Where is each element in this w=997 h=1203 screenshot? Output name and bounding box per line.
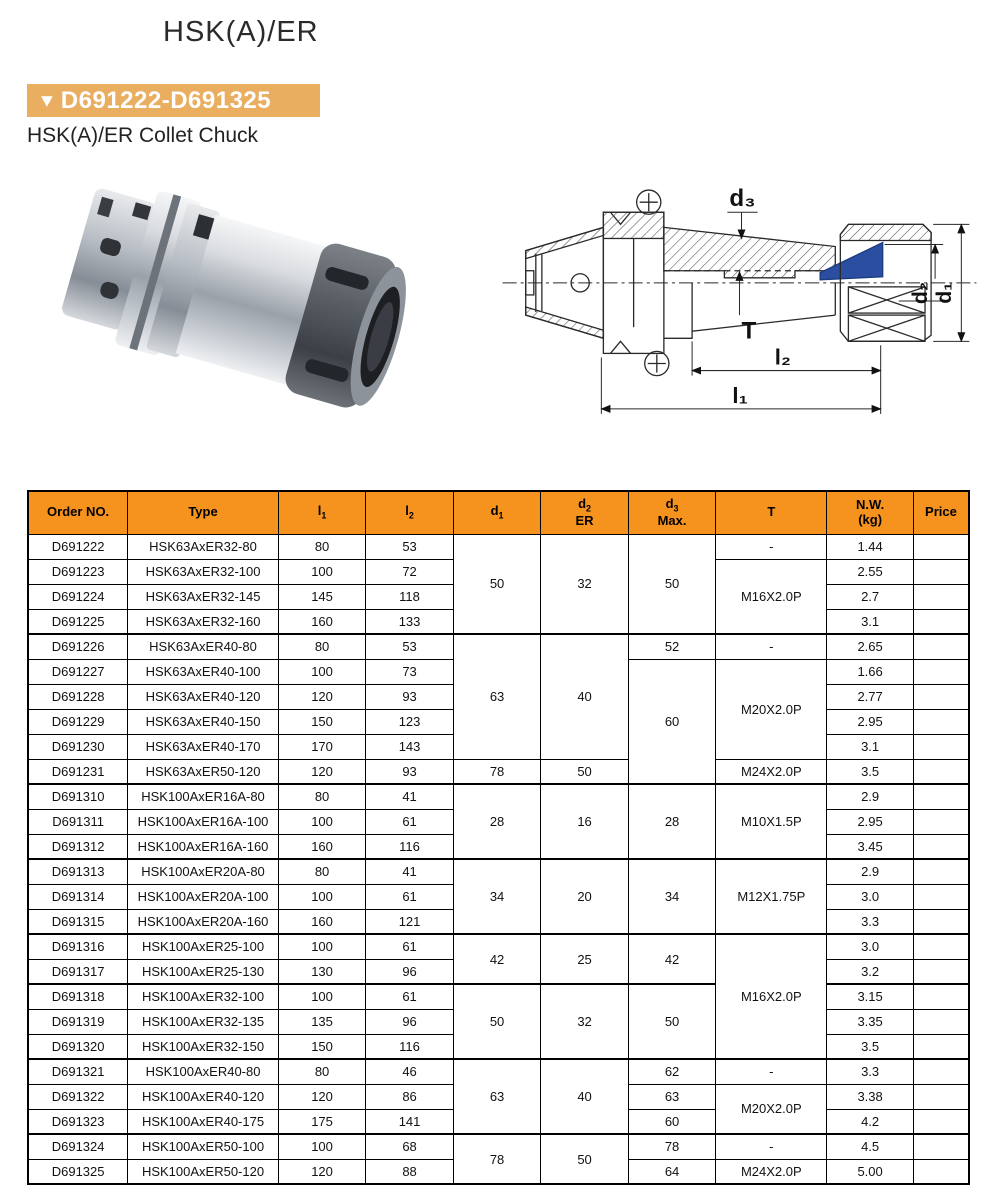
table-cell: HSK63AxER40-120 bbox=[128, 684, 279, 709]
table-cell: 3.0 bbox=[827, 884, 914, 909]
col-header-0: Order NO. bbox=[28, 491, 128, 534]
table-cell: 50 bbox=[628, 534, 716, 634]
table-cell: 53 bbox=[366, 534, 454, 559]
table-cell: 2.95 bbox=[827, 709, 914, 734]
table-cell: M16X2.0P bbox=[716, 559, 827, 634]
table-cell bbox=[913, 1059, 969, 1084]
table-cell: 1.44 bbox=[827, 534, 914, 559]
table-cell: 3.2 bbox=[827, 959, 914, 984]
col-header-1: Type bbox=[128, 491, 279, 534]
col-header-6: $d_3$ Max. bbox=[628, 491, 716, 534]
table-cell bbox=[913, 534, 969, 559]
table-cell: 61 bbox=[366, 884, 454, 909]
table-cell: 78 bbox=[453, 759, 541, 784]
table-cell: 61 bbox=[366, 809, 454, 834]
table-cell bbox=[913, 959, 969, 984]
table-cell: 28 bbox=[453, 784, 541, 859]
table-cell: - bbox=[716, 1134, 827, 1159]
table-cell: D691310 bbox=[28, 784, 128, 809]
table-cell: 80 bbox=[278, 534, 366, 559]
table-cell: D691318 bbox=[28, 984, 128, 1009]
col-header-2: $l_1$ bbox=[278, 491, 366, 534]
table-cell: 100 bbox=[278, 659, 366, 684]
table-cell: D691230 bbox=[28, 734, 128, 759]
table-cell: 63 bbox=[453, 634, 541, 759]
table-cell: 3.1 bbox=[827, 609, 914, 634]
table-cell: D691224 bbox=[28, 584, 128, 609]
table-cell bbox=[913, 709, 969, 734]
table-cell: 34 bbox=[453, 859, 541, 934]
table-cell: 2.77 bbox=[827, 684, 914, 709]
table-cell: D691311 bbox=[28, 809, 128, 834]
table-cell bbox=[913, 759, 969, 784]
table-cell: 123 bbox=[366, 709, 454, 734]
table-cell: HSK100AxER40-175 bbox=[128, 1109, 279, 1134]
table-cell: 4.5 bbox=[827, 1134, 914, 1159]
table-cell: 175 bbox=[278, 1109, 366, 1134]
table-cell: 150 bbox=[278, 709, 366, 734]
table-cell: 100 bbox=[278, 934, 366, 959]
table-cell: 3.5 bbox=[827, 759, 914, 784]
col-header-7: T bbox=[716, 491, 827, 534]
table-cell: HSK63AxER40-170 bbox=[128, 734, 279, 759]
table-cell: D691319 bbox=[28, 1009, 128, 1034]
table-cell: - bbox=[716, 634, 827, 659]
table-cell: 2.7 bbox=[827, 584, 914, 609]
table-cell: 50 bbox=[541, 1134, 629, 1184]
table-cell bbox=[913, 559, 969, 584]
table-cell: HSK100AxER25-130 bbox=[128, 959, 279, 984]
table-cell: 68 bbox=[366, 1134, 454, 1159]
table-cell: 100 bbox=[278, 809, 366, 834]
table-cell bbox=[913, 609, 969, 634]
table-cell: 141 bbox=[366, 1109, 454, 1134]
triangle-down-icon: ▼ bbox=[37, 90, 57, 111]
table-cell bbox=[913, 684, 969, 709]
label-l2: l₂ bbox=[774, 344, 791, 370]
table-cell bbox=[913, 884, 969, 909]
table-row bbox=[28, 784, 969, 809]
table-cell: 3.45 bbox=[827, 834, 914, 859]
table-cell: HSK100AxER16A-100 bbox=[128, 809, 279, 834]
table-cell: 42 bbox=[628, 934, 716, 984]
table-cell: M20X2.0P bbox=[716, 1084, 827, 1134]
table-cell: M10X1.5P bbox=[716, 784, 827, 859]
table-cell: 61 bbox=[366, 934, 454, 959]
table-cell: D691316 bbox=[28, 934, 128, 959]
table-cell: D691222 bbox=[28, 534, 128, 559]
table-cell: 53 bbox=[366, 634, 454, 659]
table-cell: 32 bbox=[541, 984, 629, 1059]
table-cell: 80 bbox=[278, 1059, 366, 1084]
product-photo-illustration bbox=[40, 172, 460, 462]
table-cell: HSK100AxER20A-160 bbox=[128, 909, 279, 934]
table-cell: D691229 bbox=[28, 709, 128, 734]
table-cell: 88 bbox=[366, 1159, 454, 1184]
table-row bbox=[28, 1134, 969, 1159]
table-cell: 80 bbox=[278, 859, 366, 884]
table-cell: D691324 bbox=[28, 1134, 128, 1159]
table-cell bbox=[913, 659, 969, 684]
table-cell: 3.38 bbox=[827, 1084, 914, 1109]
table-cell: HSK100AxER32-135 bbox=[128, 1009, 279, 1034]
table-cell: M24X2.0P bbox=[716, 759, 827, 784]
table-cell: 46 bbox=[366, 1059, 454, 1084]
table-cell: 2.55 bbox=[827, 559, 914, 584]
table-cell: HSK100AxER32-150 bbox=[128, 1034, 279, 1059]
table-cell: 3.5 bbox=[827, 1034, 914, 1059]
table-cell: 120 bbox=[278, 1159, 366, 1184]
table-cell bbox=[913, 909, 969, 934]
table-cell: 3.3 bbox=[827, 909, 914, 934]
table-cell: D691314 bbox=[28, 884, 128, 909]
table-cell: D691315 bbox=[28, 909, 128, 934]
table-cell bbox=[913, 1009, 969, 1034]
page-title: HSK(A)/ER bbox=[163, 16, 319, 48]
table-cell: 100 bbox=[278, 884, 366, 909]
section-subtitle: HSK(A)/ER Collet Chuck bbox=[27, 124, 259, 147]
table-cell: 60 bbox=[628, 1109, 716, 1134]
table-cell: HSK100AxER20A-80 bbox=[128, 859, 279, 884]
table-cell: HSK63AxER40-100 bbox=[128, 659, 279, 684]
table-cell bbox=[913, 934, 969, 959]
table-cell bbox=[913, 859, 969, 884]
table-cell: HSK100AxER40-120 bbox=[128, 1084, 279, 1109]
table-cell: 100 bbox=[278, 1134, 366, 1159]
table-cell: 121 bbox=[366, 909, 454, 934]
table-cell: D691323 bbox=[28, 1109, 128, 1134]
table-cell: D691322 bbox=[28, 1084, 128, 1109]
table-cell: 100 bbox=[278, 984, 366, 1009]
table-header bbox=[28, 491, 969, 534]
col-header-8: N.W. (kg) bbox=[827, 491, 914, 534]
table-cell: 28 bbox=[628, 784, 716, 859]
table-cell: 50 bbox=[541, 759, 629, 784]
table-cell: 170 bbox=[278, 734, 366, 759]
table-cell: HSK63AxER40-150 bbox=[128, 709, 279, 734]
table-cell: 2.65 bbox=[827, 634, 914, 659]
product-photo bbox=[40, 172, 460, 462]
table-cell: 41 bbox=[366, 784, 454, 809]
table-row bbox=[28, 759, 969, 784]
table-cell: HSK63AxER32-145 bbox=[128, 584, 279, 609]
table-cell bbox=[913, 809, 969, 834]
table-cell bbox=[913, 1084, 969, 1109]
specification-table bbox=[27, 490, 970, 1185]
table-cell: M20X2.0P bbox=[716, 659, 827, 759]
table-cell: 3.3 bbox=[827, 1059, 914, 1084]
table-cell: 130 bbox=[278, 959, 366, 984]
table-cell: 133 bbox=[366, 609, 454, 634]
label-t: T bbox=[741, 317, 757, 345]
table-body bbox=[28, 534, 969, 1184]
table-cell: 3.35 bbox=[827, 1009, 914, 1034]
table-cell: M16X2.0P bbox=[716, 934, 827, 1059]
table-cell: 120 bbox=[278, 684, 366, 709]
table-cell: D691225 bbox=[28, 609, 128, 634]
table-cell: 116 bbox=[366, 1034, 454, 1059]
table-cell: 50 bbox=[453, 534, 541, 634]
table-cell: HSK63AxER50-120 bbox=[128, 759, 279, 784]
section-range-label: D691222-D691325 bbox=[60, 86, 272, 114]
table-cell bbox=[913, 584, 969, 609]
table-cell: 135 bbox=[278, 1009, 366, 1034]
table-cell: 80 bbox=[278, 784, 366, 809]
table-cell: 2.9 bbox=[827, 784, 914, 809]
table-cell: HSK63AxER32-160 bbox=[128, 609, 279, 634]
table-cell: HSK63AxER32-80 bbox=[128, 534, 279, 559]
table-cell: 3.15 bbox=[827, 984, 914, 1009]
table-cell: 2.9 bbox=[827, 859, 914, 884]
table-row bbox=[28, 534, 969, 559]
col-header-9: Price bbox=[913, 491, 969, 534]
table-cell: HSK100AxER50-120 bbox=[128, 1159, 279, 1184]
table-cell: 118 bbox=[366, 584, 454, 609]
table-cell: 72 bbox=[366, 559, 454, 584]
table-cell: 1.66 bbox=[827, 659, 914, 684]
table-cell bbox=[913, 834, 969, 859]
table-cell: D691321 bbox=[28, 1059, 128, 1084]
table-cell: D691312 bbox=[28, 834, 128, 859]
technical-drawing-svg bbox=[487, 182, 992, 424]
table-cell: 34 bbox=[628, 859, 716, 934]
table-cell: HSK63AxER40-80 bbox=[128, 634, 279, 659]
table-cell: 143 bbox=[366, 734, 454, 759]
table-cell: 42 bbox=[453, 934, 541, 984]
table-cell: 93 bbox=[366, 759, 454, 784]
table-cell: D691325 bbox=[28, 1159, 128, 1184]
table-cell: D691228 bbox=[28, 684, 128, 709]
table-cell: M12X1.75P bbox=[716, 859, 827, 934]
col-header-3: $l_2$ bbox=[366, 491, 454, 534]
table-cell: 120 bbox=[278, 759, 366, 784]
table-cell: 60 bbox=[628, 659, 716, 784]
table-cell: - bbox=[716, 534, 827, 559]
table-cell: 93 bbox=[366, 684, 454, 709]
table-cell: 3.1 bbox=[827, 734, 914, 759]
table-cell: 50 bbox=[453, 984, 541, 1059]
table-cell: 52 bbox=[628, 634, 716, 659]
table-cell bbox=[913, 984, 969, 1009]
table-cell bbox=[913, 634, 969, 659]
table-row bbox=[28, 934, 969, 959]
table-cell: 160 bbox=[278, 834, 366, 859]
table-cell: - bbox=[716, 1059, 827, 1084]
table-cell: 78 bbox=[628, 1134, 716, 1159]
table-cell bbox=[913, 734, 969, 759]
table-cell: HSK100AxER32-100 bbox=[128, 984, 279, 1009]
table-cell: 5.00 bbox=[827, 1159, 914, 1184]
table-cell: HSK100AxER16A-160 bbox=[128, 834, 279, 859]
table-cell: D691313 bbox=[28, 859, 128, 884]
table-cell: 40 bbox=[541, 1059, 629, 1134]
table-cell: 160 bbox=[278, 609, 366, 634]
table-cell: 41 bbox=[366, 859, 454, 884]
table-cell bbox=[913, 1109, 969, 1134]
table-cell bbox=[913, 1134, 969, 1159]
table-cell: 100 bbox=[278, 559, 366, 584]
table-cell: HSK100AxER20A-100 bbox=[128, 884, 279, 909]
table-cell: 73 bbox=[366, 659, 454, 684]
table-cell: HSK100AxER50-100 bbox=[128, 1134, 279, 1159]
table-cell: D691317 bbox=[28, 959, 128, 984]
table-cell: 116 bbox=[366, 834, 454, 859]
table-cell: HSK63AxER32-100 bbox=[128, 559, 279, 584]
table-cell: D691231 bbox=[28, 759, 128, 784]
table-cell: 16 bbox=[541, 784, 629, 859]
table-cell bbox=[913, 1034, 969, 1059]
table-cell: M24X2.0P bbox=[716, 1159, 827, 1184]
table-cell: 25 bbox=[541, 934, 629, 984]
collet-chuck-body bbox=[56, 173, 419, 418]
table-cell: 63 bbox=[453, 1059, 541, 1134]
table-cell: D691320 bbox=[28, 1034, 128, 1059]
table-cell: 78 bbox=[453, 1134, 541, 1184]
table-cell: 150 bbox=[278, 1034, 366, 1059]
table-cell: D691227 bbox=[28, 659, 128, 684]
table-row bbox=[28, 1059, 969, 1084]
table-cell: 32 bbox=[541, 534, 629, 634]
table-cell: 96 bbox=[366, 1009, 454, 1034]
label-d1: d₁ bbox=[933, 282, 957, 304]
table-cell: HSK100AxER40-80 bbox=[128, 1059, 279, 1084]
table-cell: 3.0 bbox=[827, 934, 914, 959]
table-cell bbox=[913, 784, 969, 809]
table-row bbox=[28, 984, 969, 1009]
table-cell: HSK100AxER25-100 bbox=[128, 934, 279, 959]
table-row bbox=[28, 634, 969, 659]
table-cell: 62 bbox=[628, 1059, 716, 1084]
table-cell: 145 bbox=[278, 584, 366, 609]
table-cell: 20 bbox=[541, 859, 629, 934]
table-cell: 80 bbox=[278, 634, 366, 659]
table-cell: 86 bbox=[366, 1084, 454, 1109]
table-cell: HSK100AxER16A-80 bbox=[128, 784, 279, 809]
table-cell bbox=[913, 1159, 969, 1184]
table-row bbox=[28, 859, 969, 884]
table-cell: 120 bbox=[278, 1084, 366, 1109]
col-header-5: $d_2$ ER bbox=[541, 491, 629, 534]
table-cell: 61 bbox=[366, 984, 454, 1009]
table-cell: D691226 bbox=[28, 634, 128, 659]
table-cell: 50 bbox=[628, 984, 716, 1059]
table-cell: D691223 bbox=[28, 559, 128, 584]
label-d2: d₂ bbox=[909, 281, 933, 305]
table-cell: 96 bbox=[366, 959, 454, 984]
header-row bbox=[28, 491, 969, 534]
label-d3: d₃ bbox=[729, 185, 756, 213]
table-cell: 160 bbox=[278, 909, 366, 934]
section-banner bbox=[27, 84, 320, 117]
table-cell: 64 bbox=[628, 1159, 716, 1184]
table-cell: 63 bbox=[628, 1084, 716, 1109]
table-cell: 4.2 bbox=[827, 1109, 914, 1134]
col-header-4: $d_1$ bbox=[453, 491, 541, 534]
table-cell: 40 bbox=[541, 634, 629, 759]
label-l1: l₁ bbox=[732, 382, 748, 408]
technical-drawing bbox=[487, 182, 992, 424]
table-cell: 2.95 bbox=[827, 809, 914, 834]
